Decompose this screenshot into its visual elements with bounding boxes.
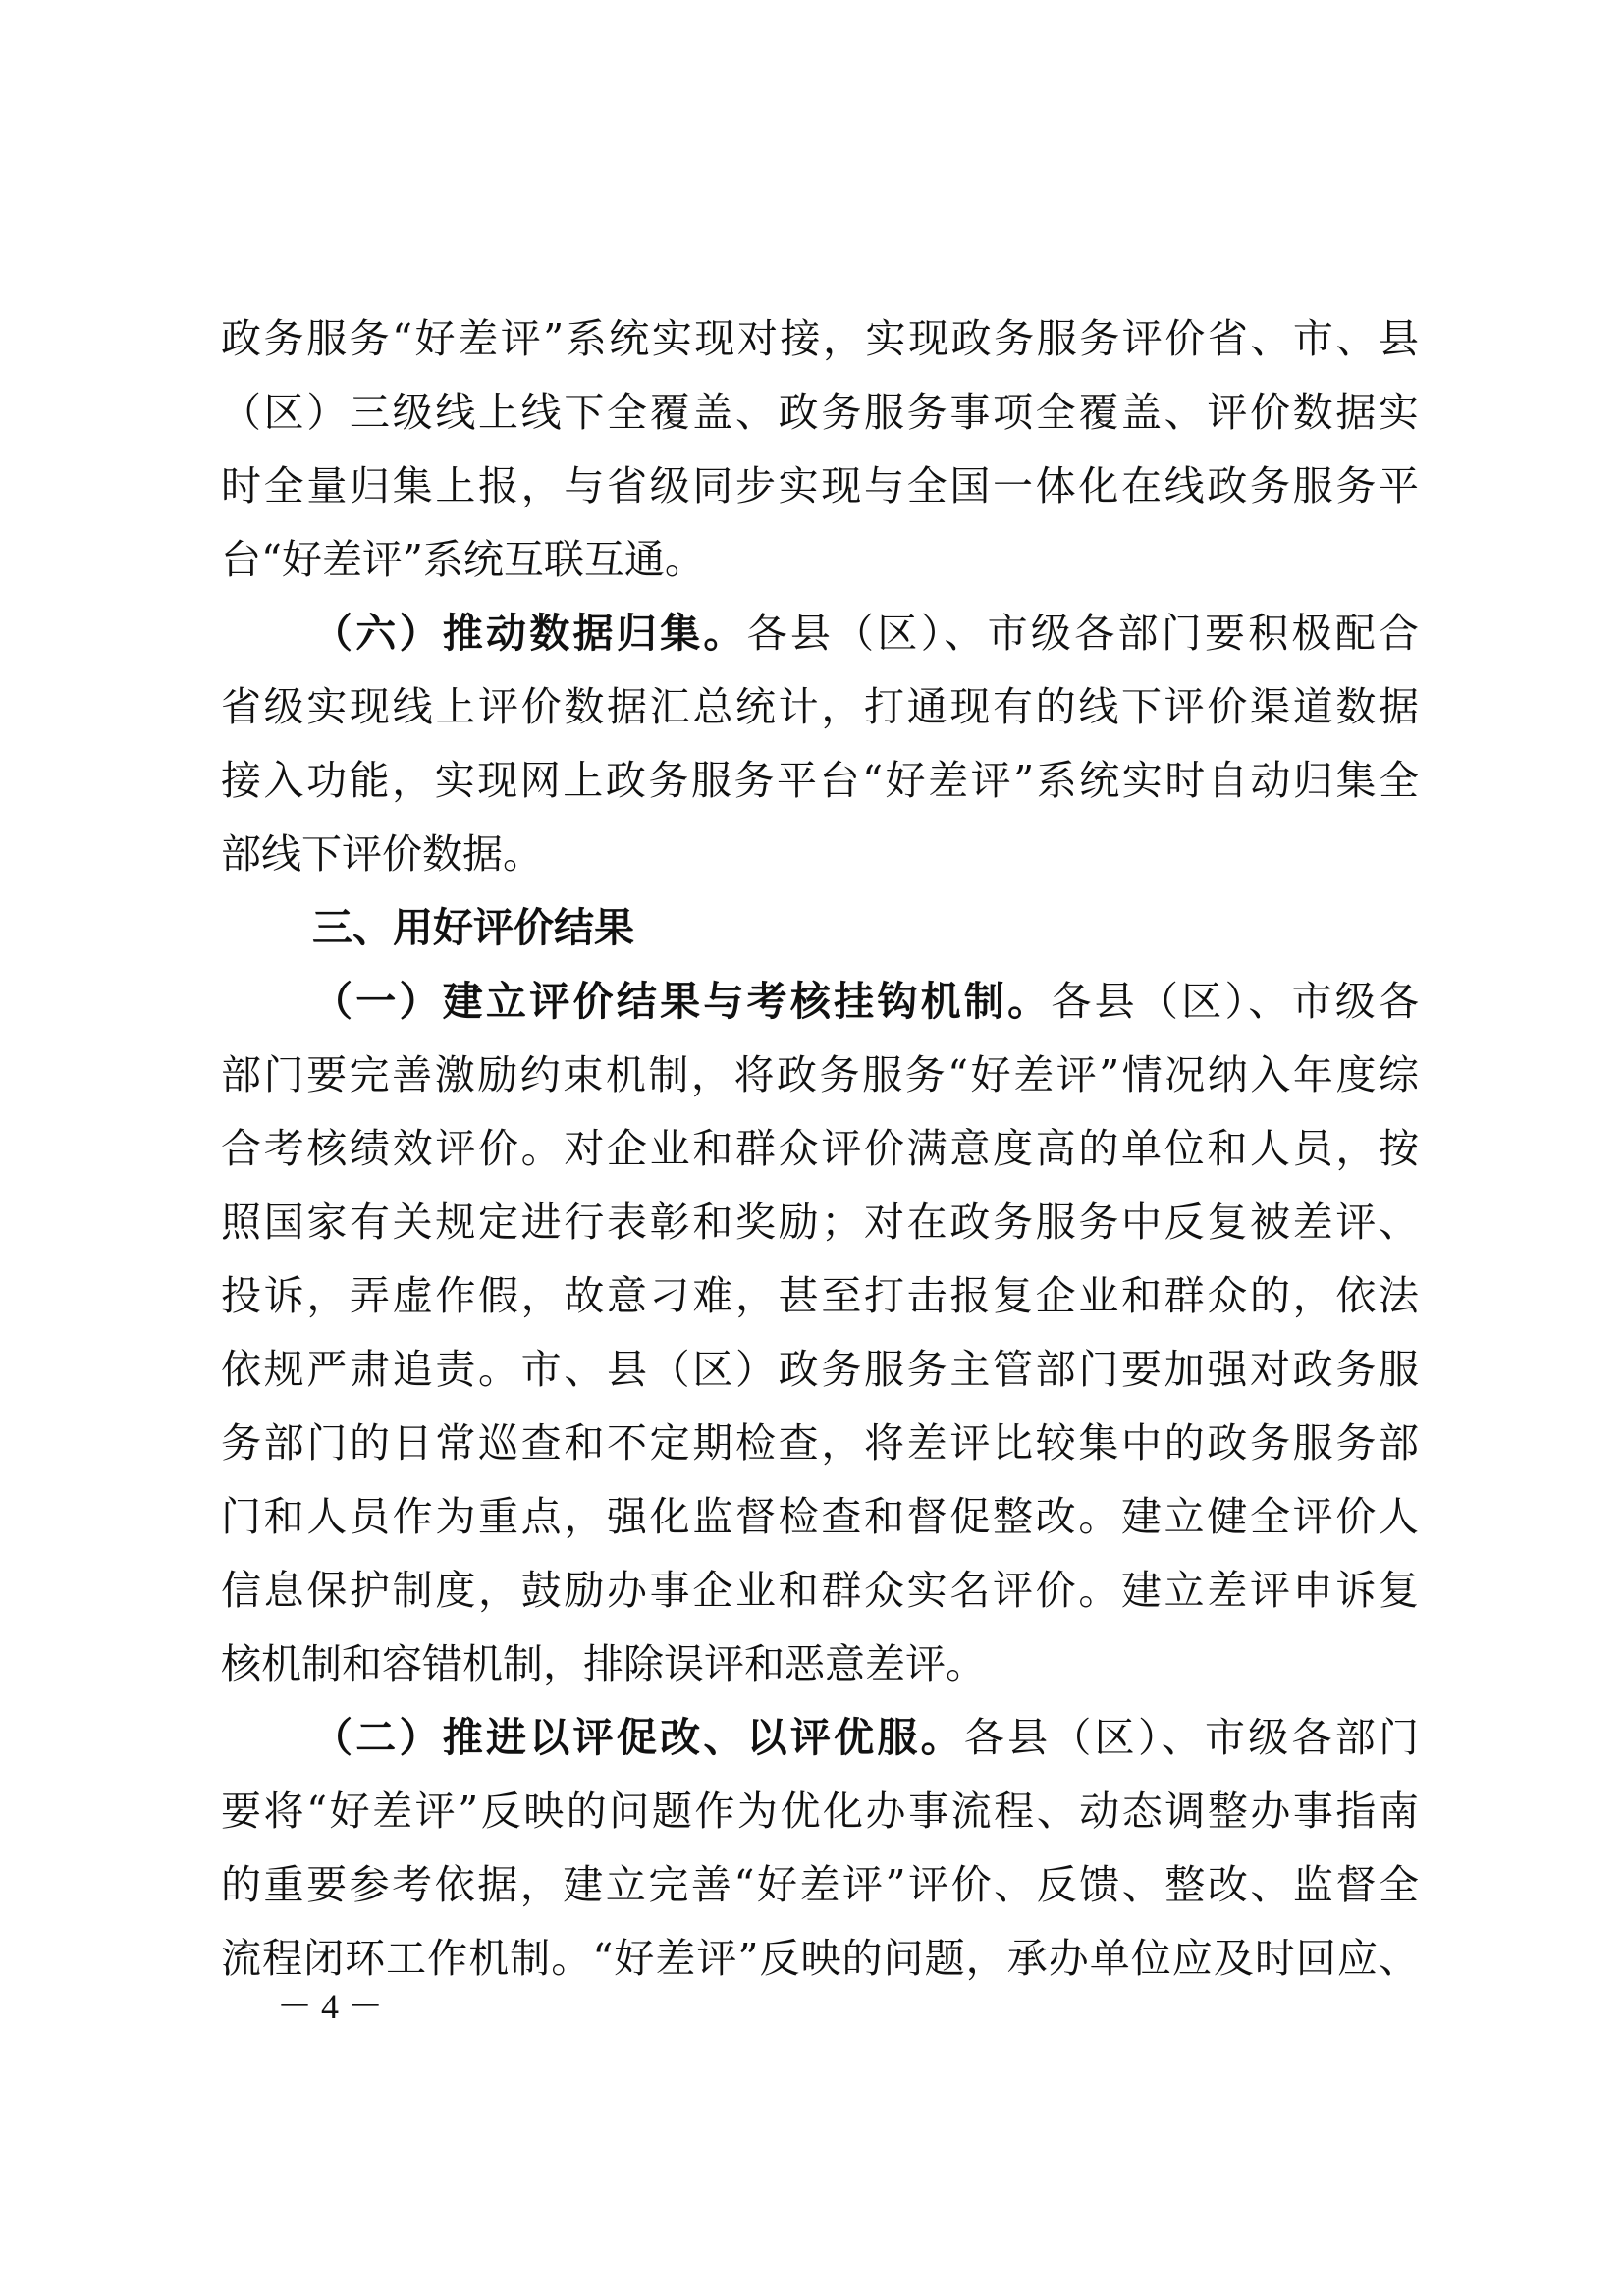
paragraph-text: 各县（区）、市级各部门要积极配合 xyxy=(746,610,1420,657)
paragraph-line: 部门要完善激励约束机制，将政务服务“好差评”情况纳入年度综 xyxy=(221,1051,1419,1098)
paragraph-line: 政务服务“好差评”系统实现对接，实现政务服务评价省、市、县 xyxy=(221,315,1419,362)
subsection-heading: （六）推动数据归集。 xyxy=(312,610,747,657)
paragraph-line: 核机制和容错机制，排除误评和恶意差评。 xyxy=(221,1640,986,1687)
paragraph-text: 各县（区）、市级各部门 xyxy=(963,1714,1420,1761)
paragraph-first-line xyxy=(312,604,1419,663)
section-heading: 三、用好评价结果 xyxy=(312,904,634,951)
paragraph-line: 部线下评价数据。 xyxy=(221,830,543,878)
paragraph-first-line xyxy=(312,1708,1419,1767)
paragraph-line: 流程闭环工作机制。“好差评”反映的问题，承办单位应及时回应、 xyxy=(221,1935,1419,1982)
subsection-heading: （二）推进以评促改、以评优服。 xyxy=(312,1714,964,1761)
paragraph-first-line xyxy=(312,972,1419,1031)
paragraph-line: 的重要参考依据，建立完善“好差评”评价、反馈、整改、监督全 xyxy=(221,1861,1419,1908)
paragraph-line: 省级实现线上评价数据汇总统计，打通现有的线下评价渠道数据 xyxy=(221,683,1419,730)
paragraph-line: 依规严肃追责。市、县（区）政务服务主管部门要加强对政务服 xyxy=(221,1346,1419,1393)
paragraph-line: 接入功能，实现网上政务服务平台“好差评”系统实时自动归集全 xyxy=(221,757,1419,804)
page-number: － 4 － xyxy=(277,1987,384,2026)
paragraph-line: 门和人员作为重点，强化监督检查和督促整改。建立健全评价人 xyxy=(221,1493,1419,1540)
paragraph-text: 各县（区）、市级各 xyxy=(1051,978,1420,1025)
paragraph-line: 合考核绩效评价。对企业和群众评价满意度高的单位和人员，按 xyxy=(221,1125,1419,1172)
paragraph-line: 时全量归集上报，与省级同步实现与全国一体化在线政务服务平 xyxy=(221,462,1419,509)
paragraph-line: （区）三级线上线下全覆盖、政务服务事项全覆盖、评价数据实 xyxy=(221,389,1419,436)
paragraph-line: 务部门的日常巡查和不定期检查，将差评比较集中的政务服务部 xyxy=(221,1419,1419,1467)
paragraph-line: 台“好差评”系统互联互通。 xyxy=(221,536,705,583)
paragraph-line: 信息保护制度，鼓励办事企业和群众实名评价。建立差评申诉复 xyxy=(221,1567,1419,1614)
paragraph-line: 照国家有关规定进行表彰和奖励；对在政务服务中反复被差评、 xyxy=(221,1199,1419,1246)
paragraph-line: 要将“好差评”反映的问题作为优化办事流程、动态调整办事指南 xyxy=(221,1788,1419,1835)
subsection-heading: （一）建立评价结果与考核挂钩机制。 xyxy=(312,978,1052,1025)
paragraph-line: 投诉，弄虚作假，故意刁难，甚至打击报复企业和群众的，依法 xyxy=(221,1272,1419,1319)
